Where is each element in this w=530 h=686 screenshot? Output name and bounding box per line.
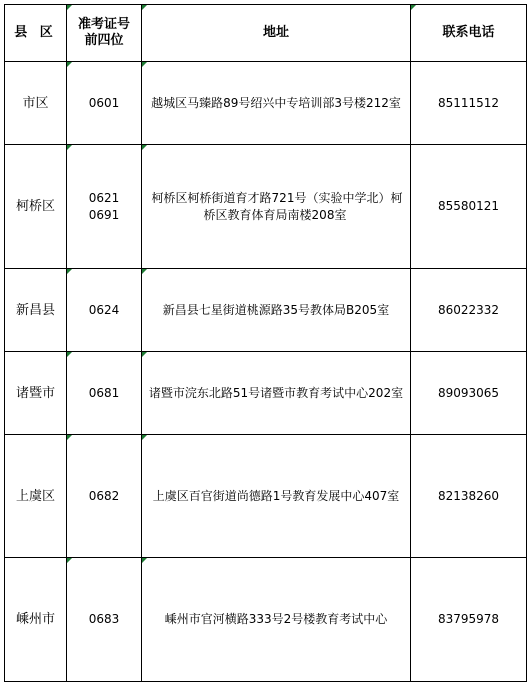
header-address: 地址 xyxy=(142,5,411,62)
cell-marker xyxy=(142,5,147,10)
cell-marker xyxy=(67,269,72,274)
cell-marker xyxy=(142,145,147,150)
cell-marker xyxy=(67,352,72,357)
exam-office-table xyxy=(4,4,527,682)
address-cell: 上虞区百官街道尚德路1号教育发展中心407室 xyxy=(142,435,411,558)
phone-cell: 85111512 xyxy=(411,62,527,145)
address-cell: 柯桥区柯桥街道育才路721号（实验中学北）柯桥区教育体育局南楼208室 xyxy=(142,145,411,269)
table-row xyxy=(5,269,527,352)
cell-marker xyxy=(142,269,147,274)
cell-marker xyxy=(67,558,72,563)
address-cell: 越城区马臻路89号绍兴中专培训部3号楼212室 xyxy=(142,62,411,145)
table-row xyxy=(5,62,527,145)
header-phone: 联系电话 xyxy=(411,5,527,62)
phone-cell: 86022332 xyxy=(411,269,527,352)
cell-marker xyxy=(67,145,72,150)
table-row xyxy=(5,558,527,682)
cell-marker xyxy=(142,558,147,563)
cell-marker xyxy=(67,5,72,10)
phone-cell: 85580121 xyxy=(411,145,527,269)
table-row xyxy=(5,435,527,558)
county-cell: 嵊州市 xyxy=(5,558,67,682)
county-cell: 柯桥区 xyxy=(5,145,67,269)
prefix-cell: 0621 0691 xyxy=(67,145,142,269)
prefix-cell: 0624 xyxy=(67,269,142,352)
county-cell: 新昌县 xyxy=(5,269,67,352)
address-cell: 诸暨市浣东北路51号诸暨市教育考试中心202室 xyxy=(142,352,411,435)
county-cell: 诸暨市 xyxy=(5,352,67,435)
cell-marker xyxy=(67,62,72,67)
table-row xyxy=(5,352,527,435)
phone-cell: 82138260 xyxy=(411,435,527,558)
county-cell: 市区 xyxy=(5,62,67,145)
table-header-row xyxy=(5,5,527,62)
prefix-cell: 0681 xyxy=(67,352,142,435)
table-row xyxy=(5,145,527,269)
header-county: 县 区 xyxy=(5,5,67,62)
cell-marker xyxy=(67,435,72,440)
phone-cell: 89093065 xyxy=(411,352,527,435)
prefix-cell: 0601 xyxy=(67,62,142,145)
header-prefix: 准考证号前四位 xyxy=(67,5,142,62)
phone-cell: 83795978 xyxy=(411,558,527,682)
cell-marker xyxy=(142,435,147,440)
cell-marker xyxy=(142,62,147,67)
cell-marker xyxy=(142,352,147,357)
address-cell: 嵊州市官河横路333号2号楼教育考试中心 xyxy=(142,558,411,682)
address-cell: 新昌县七星街道桃源路35号教体局B205室 xyxy=(142,269,411,352)
prefix-cell: 0682 xyxy=(67,435,142,558)
cell-marker xyxy=(411,5,416,10)
county-cell: 上虞区 xyxy=(5,435,67,558)
prefix-cell: 0683 xyxy=(67,558,142,682)
